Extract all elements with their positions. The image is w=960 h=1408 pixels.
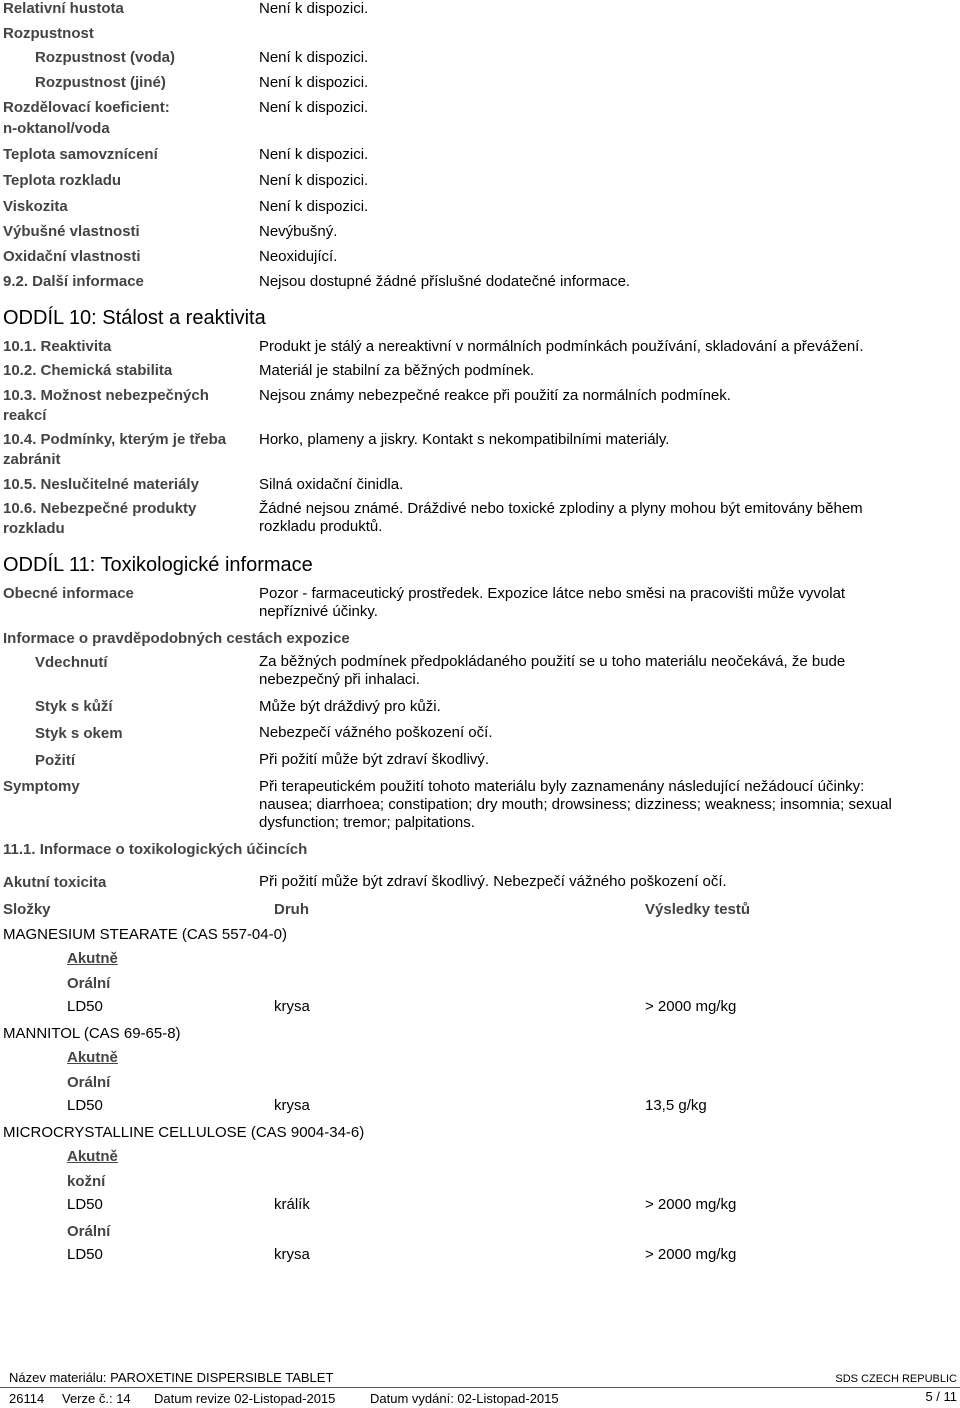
s11-value-acute: Při požití může být zdraví škodlivý. Nebezpečí vážného poškození očí. [259,873,727,890]
section-10-title: ODDÍL 10: Stálost a reaktivita [3,307,266,329]
s11-value-general-2: nepříznivé účinky. [259,603,378,620]
prop-label-relative-density: Relativní hustota [3,0,124,17]
s11-label-acute: Akutní toxicita [3,874,107,891]
tox-component-row: MANNITOL (CAS 69-65-8) [3,1025,181,1042]
footer-material-name: Název materiálu: PAROXETINE DISPERSIBLE TABLET [9,1370,334,1385]
s10-value-decomposition-products-2: rozkladu produktů. [259,518,383,535]
tox-table-header-component: Složky [3,901,51,918]
prop-label-oxidizing: Oxidační vlastnosti [3,248,141,265]
s11-label-symptoms: Symptomy [3,778,80,795]
prop-label-autoignition: Teplota samovznícení [3,146,158,163]
s11-value-inhalation-2: nebezpečný při inhalaci. [259,671,420,688]
prop-value-other-info: Nejsou dostupné žádné příslušné dodatečné informace. [259,273,631,290]
tox-route-row: Orální [67,975,111,992]
s11-value-symptoms: Při terapeutickém použití tohoto materiálu byly zaznamenány následující nežádoucí účinky: [259,778,865,795]
s10-label-conditions-2: zabránit [3,451,61,468]
prop-value-relative-density: Není k dispozici. [259,0,369,17]
tox-component-row: MICROCRYSTALLINE CELLULOSE (CAS 9004-34-6) [3,1124,365,1141]
footer-page-number: 5 / 11 [925,1389,957,1404]
tox-result-cell: 13,5 g/kg [645,1097,707,1114]
prop-value-viscosity: Není k dispozici. [259,198,369,215]
prop-label-solubility-other: Rozpustnost (jiné) [35,74,166,91]
s11-value-symptoms-3: dysfunction; tremor; palpitations. [259,814,475,831]
s10-label-stability: 10.2. Chemická stabilita [3,362,173,379]
tox-species-cell: krysa [274,998,310,1015]
prop-value-solubility-other: Není k dispozici. [259,74,369,91]
prop-label-partition-coefficient: Rozdělovací koeficient: [3,99,170,116]
prop-value-partition-coefficient: Není k dispozici. [259,99,369,116]
s10-value-reactivity: Produkt je stálý a nereaktivní v normálních podmínkách používání, skladování a převážení. [259,338,864,355]
tox-subheading-row: Akutně [67,950,118,967]
s10-label-hazardous-reactions: 10.3. Možnost nebezpečných [3,387,209,404]
prop-label-explosive: Výbušné vlastnosti [3,223,140,240]
s10-label-decomposition-products: 10.6. Nebezpečné produkty [3,500,197,517]
s11-value-ingestion: Při požití může být zdraví škodlivý. [259,751,490,768]
s11-value-inhalation: Za běžných podmínek předpokládaného použití se u toho materiálu neočekává, že bude [259,653,846,670]
tox-species-cell: krysa [274,1246,310,1263]
s10-value-hazardous-reactions: Nejsou známy nebezpečné reakce při použití za normálních podmínek. [259,387,731,404]
prop-label-solubility-water: Rozpustnost (voda) [35,49,175,66]
prop-label-other-info: 9.2. Další informace [3,273,144,290]
s10-label-conditions: 10.4. Podmínky, kterým je třeba [3,431,227,448]
tox-result-cell: > 2000 mg/kg [645,1246,737,1263]
s10-value-stability: Materiál je stabilní za běžných podmínek. [259,362,535,379]
s10-value-incompatible: Silná oxidační činidla. [259,476,404,493]
footer-doc-id: 26114 [9,1391,45,1406]
tox-test-cell: LD50 [67,998,103,1015]
s11-tox-heading: 11.1. Informace o toxikologických účincích [3,841,308,858]
s11-value-eye: Nebezpečí vážného poškození očí. [259,724,493,741]
s11-label-skin: Styk s kůží [35,698,113,715]
footer-issue-date: Datum vydání: 02-Listopad-2015 [370,1391,559,1406]
prop-value-autoignition: Není k dispozici. [259,146,369,163]
tox-table-header-species: Druh [274,901,309,918]
tox-result-cell: > 2000 mg/kg [645,998,737,1015]
prop-value-explosive: Nevýbušný. [259,223,338,240]
prop-value-solubility-water: Není k dispozici. [259,49,369,66]
footer-revision-date: Datum revize 02-Listopad-2015 [154,1391,336,1406]
s10-value-decomposition-products: Žádné nejsou známé. Dráždivé nebo toxické zplodiny a plyny mohou být emitovány během [259,500,863,517]
footer-divider [0,1387,960,1388]
tox-species-cell: králík [274,1196,310,1213]
prop-label-viscosity: Viskozita [3,198,68,215]
s10-label-hazardous-reactions-2: reakcí [3,407,47,424]
prop-label-partition-coefficient-2: n-oktanol/voda [3,120,110,137]
s10-label-reactivity: 10.1. Reaktivita [3,338,112,355]
tox-route-row: Orální [67,1223,111,1240]
tox-test-cell: LD50 [67,1246,103,1263]
s11-label-inhalation: Vdechnutí [35,654,108,671]
tox-result-cell: > 2000 mg/kg [645,1196,737,1213]
s10-value-conditions: Horko, plameny a jiskry. Kontakt s nekompatibilními materiály. [259,431,670,448]
tox-test-cell: LD50 [67,1196,103,1213]
prop-value-oxidizing: Neoxidující. [259,248,338,265]
tox-subheading-row: Akutně [67,1049,118,1066]
s11-label-ingestion: Požití [35,752,75,769]
s11-value-general: Pozor - farmaceutický prostředek. Expozice látce nebo směsi na pracovišti může vyvolat [259,585,846,602]
tox-component-row: MAGNESIUM STEARATE (CAS 557-04-0) [3,926,287,943]
section-11-title: ODDÍL 11: Toxikologické informace [3,554,313,576]
tox-table-header-results: Výsledky testů [645,901,751,918]
s11-value-symptoms-2: nausea; diarrhoea; constipation; dry mouth; drowsiness; dizziness; weakness; insomnia; sexual [259,796,892,813]
s11-value-skin: Může být dráždivý pro kůži. [259,698,441,715]
s11-label-general: Obecné informace [3,585,134,602]
s10-label-incompatible: 10.5. Neslučitelné materiály [3,476,199,493]
tox-test-cell: LD50 [67,1097,103,1114]
s11-label-eye: Styk s okem [35,725,123,742]
tox-route-row: Orální [67,1074,111,1091]
prop-value-decomposition: Není k dispozici. [259,172,369,189]
prop-label-decomposition: Teplota rozkladu [3,172,122,189]
s11-exposure-heading: Informace o pravděpodobných cestách expozice [3,630,350,647]
footer-version: Verze č.: 14 [62,1391,131,1406]
tox-subheading-row: Akutně [67,1148,118,1165]
s10-label-decomposition-products-2: rozkladu [3,520,65,537]
tox-species-cell: krysa [274,1097,310,1114]
prop-label-solubility: Rozpustnost [3,25,94,42]
footer-sds-region: SDS CZECH REPUBLIC [835,1373,957,1385]
tox-route-row: kožní [67,1173,106,1190]
